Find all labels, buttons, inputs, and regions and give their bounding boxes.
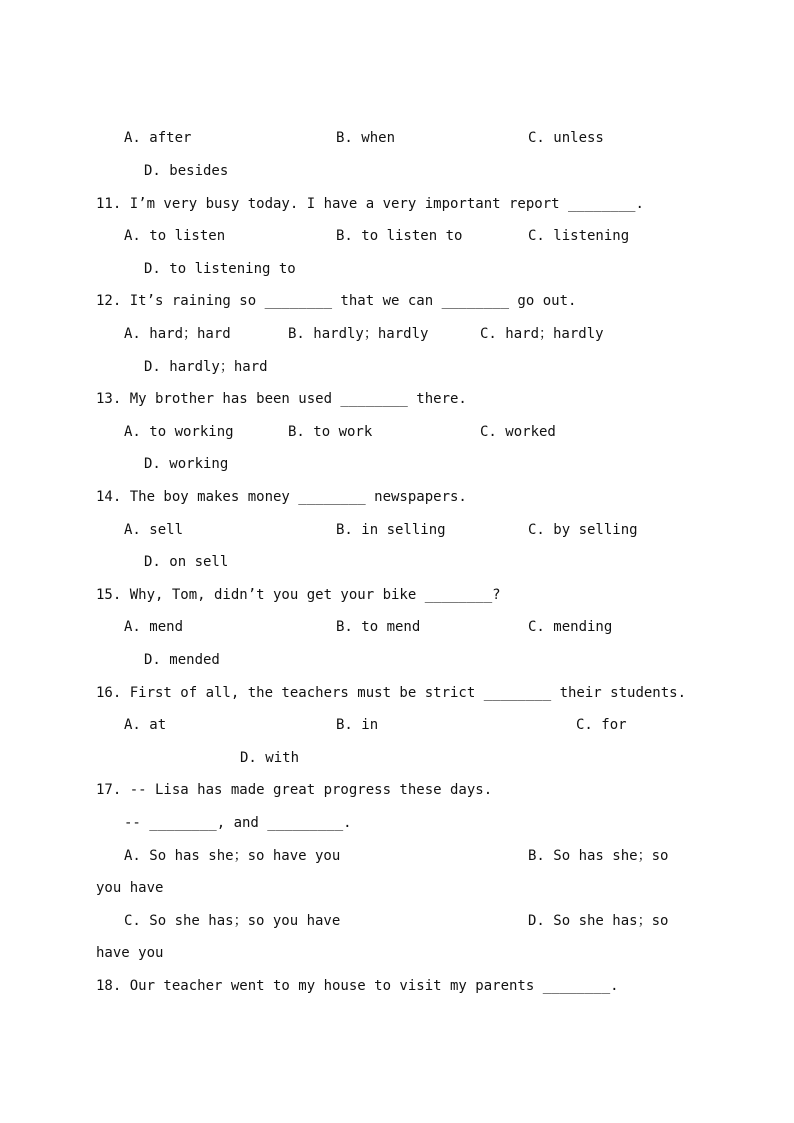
q11-option-b: B. to listen to [336, 228, 463, 244]
q17-option-b-continued: you have [96, 880, 164, 896]
q10-option-d: D. besides [144, 163, 229, 179]
q13-option-c: C. worked [480, 424, 556, 440]
q15-stem: 15. Why, Tom, didn’t you get your bike ________? [96, 587, 501, 603]
q10-option-c: C. unless [528, 130, 604, 146]
q17-option-a: A. So has she；so have you [124, 848, 341, 864]
q11-option-d: D. to listening to [144, 261, 296, 277]
q12-option-b: B. hardly；hardly [288, 326, 429, 342]
q14-option-d: D. on sell [144, 554, 229, 570]
q17-reply: -- ________, and _________. [124, 815, 352, 831]
q12-option-d: D. hardly；hard [144, 359, 268, 375]
q14-option-a: A. sell [124, 522, 184, 538]
q11-option-c: C. listening [528, 228, 630, 244]
q15-option-a: A. mend [124, 619, 184, 635]
q15-option-d: D. mended [144, 652, 220, 668]
q16-option-b: B. in [336, 717, 379, 733]
q17-stem: 17. -- Lisa has made great progress these days. [96, 782, 493, 798]
q16-option-d: D. with [240, 750, 300, 766]
q17-option-d: D. So she has；so [528, 913, 669, 929]
q16-stem: 16. First of all, the teachers must be strict ________ their students. [96, 685, 687, 701]
q13-option-d: D. working [144, 456, 229, 472]
q13-option-b: B. to work [288, 424, 373, 440]
q12-option-c: C. hard；hardly [480, 326, 604, 342]
q17-option-b: B. So has she；so [528, 848, 669, 864]
q16-option-a: A. at [124, 717, 167, 733]
q13-option-a: A. to working [124, 424, 234, 440]
q18-stem: 18. Our teacher went to my house to visit my parents ________. [96, 978, 619, 994]
q14-stem: 14. The boy makes money ________ newspapers. [96, 489, 467, 505]
q15-option-b: B. to mend [336, 619, 421, 635]
q17-option-d-continued: have you [96, 945, 164, 961]
q14-option-b: B. in selling [336, 522, 446, 538]
q15-option-c: C. mending [528, 619, 613, 635]
q16-option-c: C. for [576, 717, 627, 733]
q17-option-c: C. So she has；so you have [124, 913, 341, 929]
q11-option-a: A. to listen [124, 228, 226, 244]
q14-option-c: C. by selling [528, 522, 638, 538]
q12-option-a: A. hard；hard [124, 326, 231, 342]
q12-stem: 12. It’s raining so ________ that we can ________ go out. [96, 293, 577, 309]
q11-stem: 11. I’m very busy today. I have a very important report ________. [96, 196, 644, 212]
q10-option-a: A. after [124, 130, 192, 146]
q13-stem: 13. My brother has been used ________ there. [96, 391, 467, 407]
q10-option-b: B. when [336, 130, 396, 146]
